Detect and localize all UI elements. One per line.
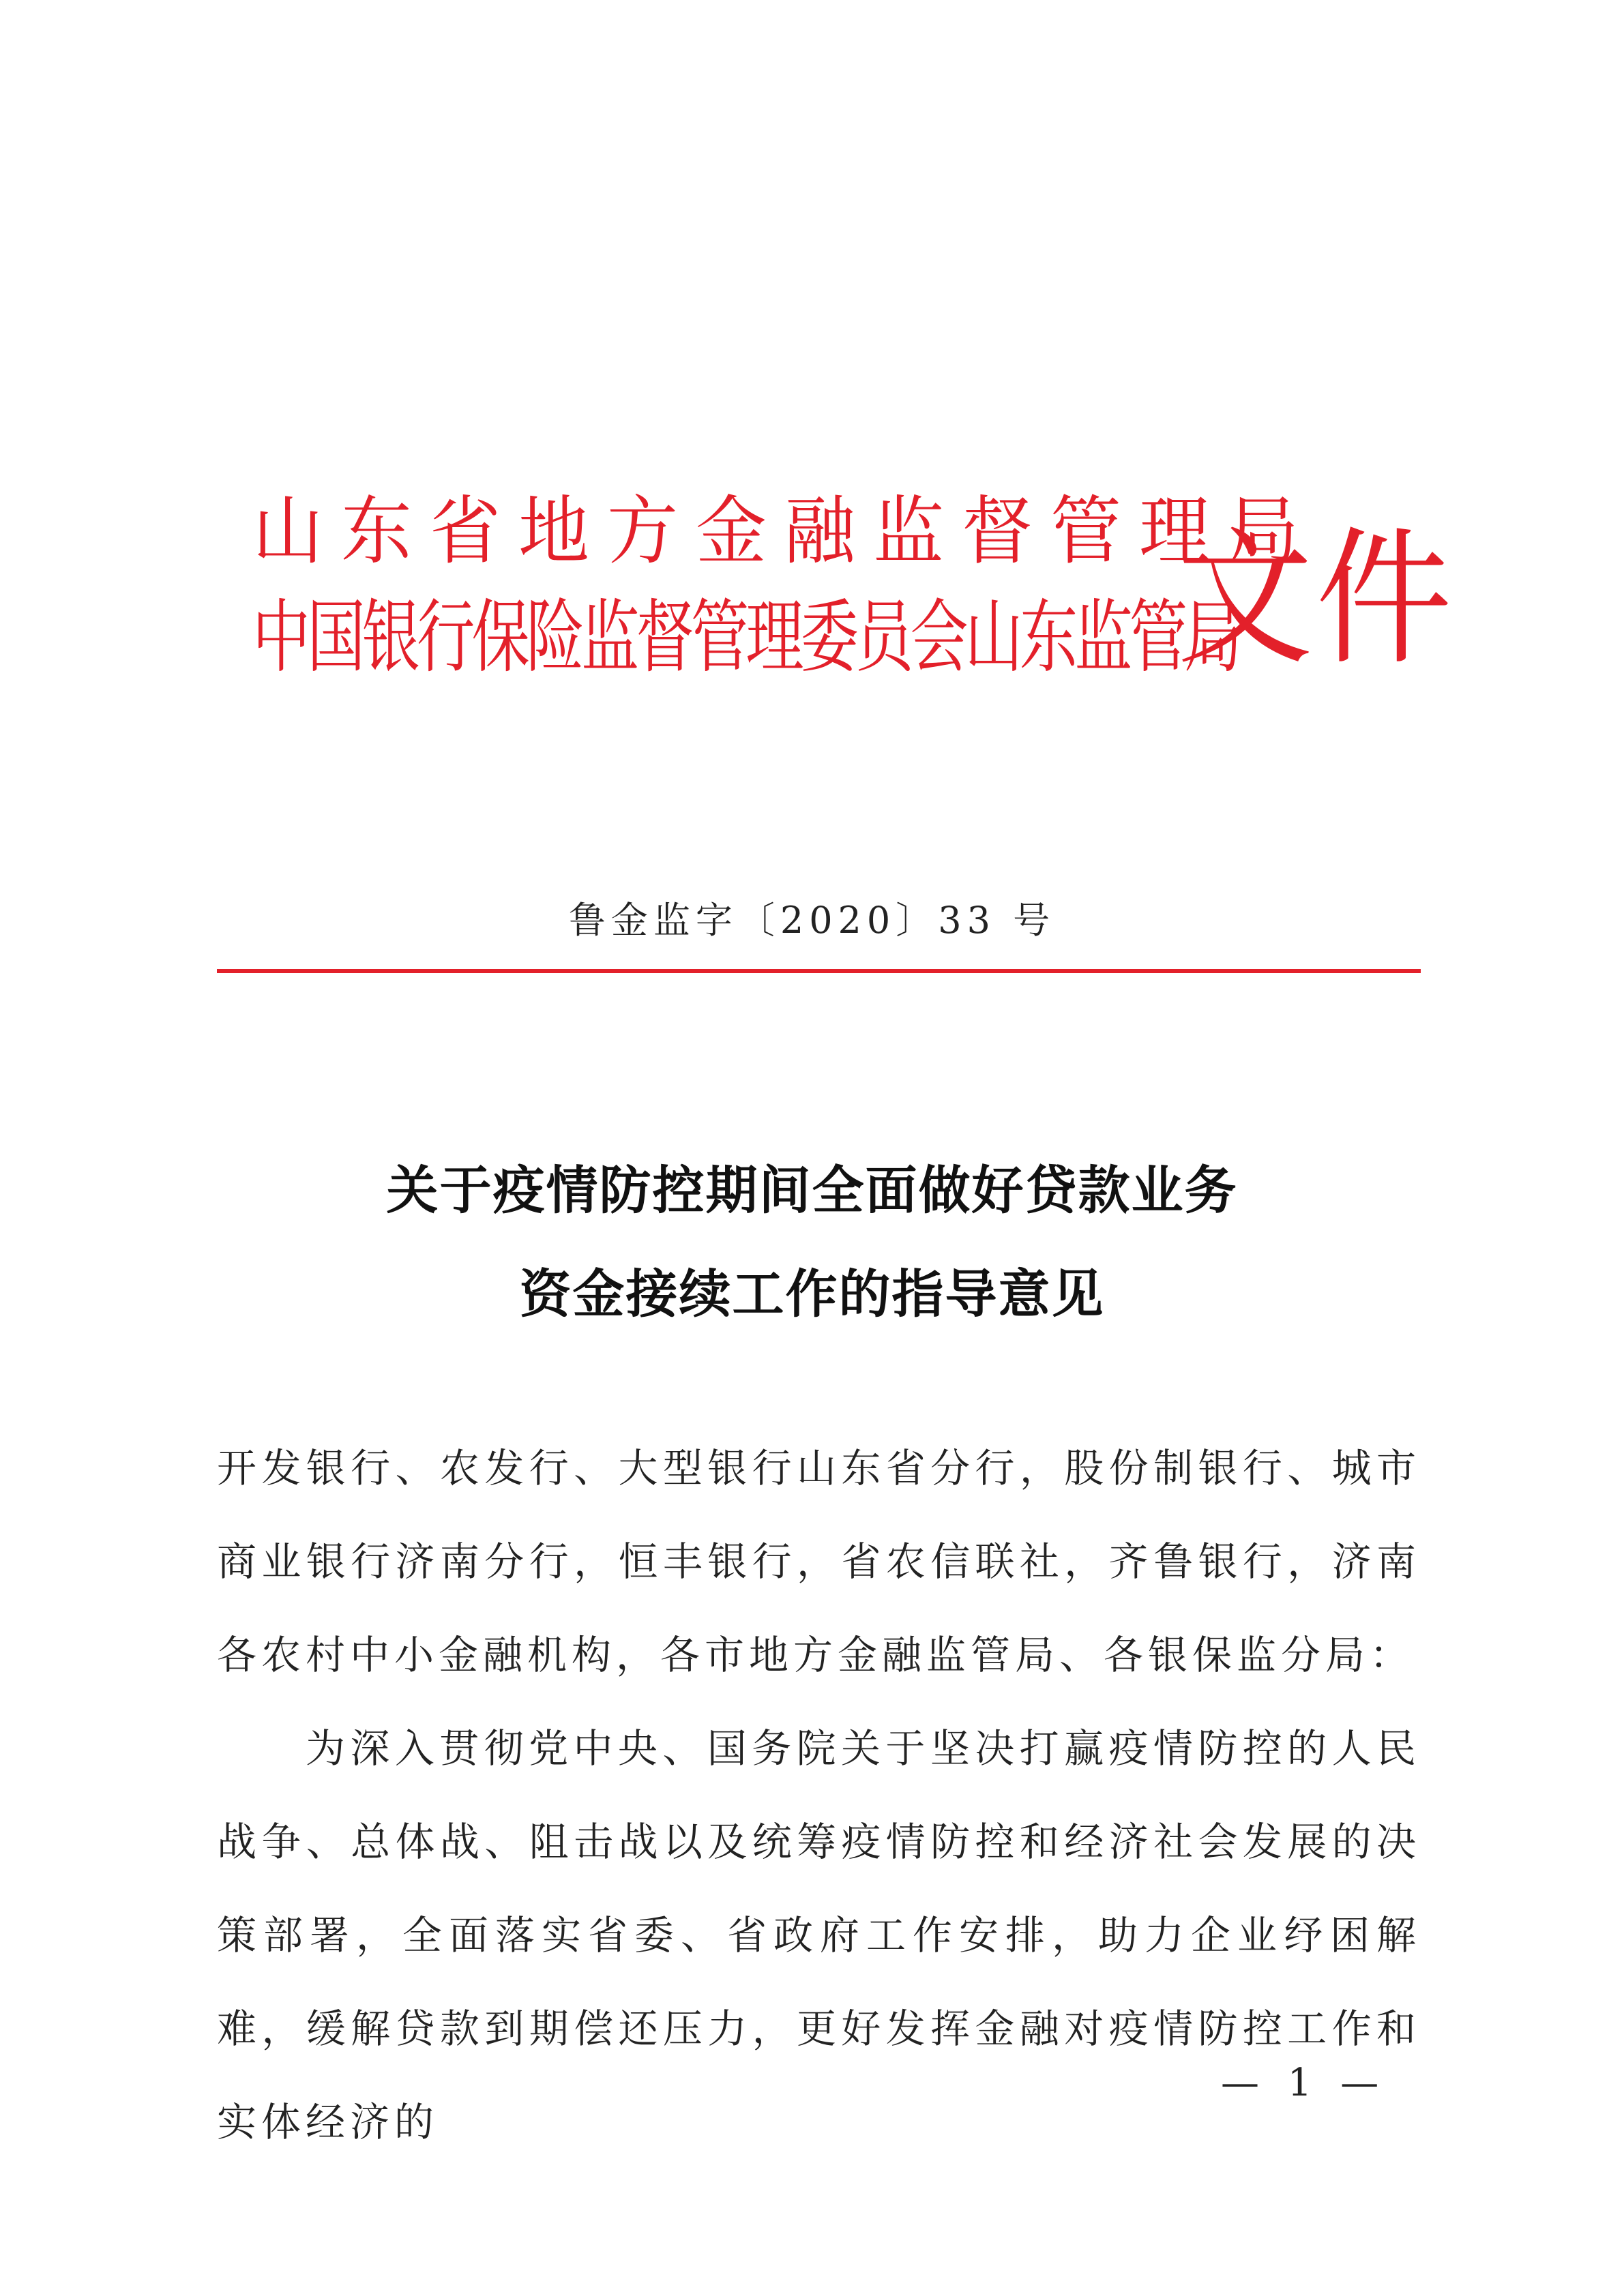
- document-number: 鲁金监字〔2020〕33 号: [568, 899, 1056, 942]
- red-divider-line: [217, 969, 1421, 973]
- page-number: — 1 —: [1221, 2061, 1387, 2105]
- document-title: [0, 1139, 1624, 1346]
- body-paragraph: 为深入贯彻党中央、国务院关于坚决打赢疫情防控的人民战争、总体战、阻击战以及统筹疫情防控和经济社会发展的决策部署，全面落实省委、省政府工作安排，助力企业纾困解难，缓解贷款到期偿还压力，更好发挥金融对疫情防控工作和实体经济的: [217, 1725, 1421, 2145]
- document-mark: 文件: [1177, 513, 1456, 685]
- title-line-2: 资金接续工作的指导意见: [519, 1264, 1105, 1324]
- recipients-paragraph: 开发银行、农发行、大型银行山东省分行，股份制银行、城市商业银行济南分行，恒丰银行，省农信联社，齐鲁银行，济南各农村中小金融机构，各市地方金融监管局、各银保监分局：: [217, 1445, 1421, 1678]
- issuer-name-cbirc-shandong: 中国银行保险监督管理委员会山东监管局: [252, 590, 1239, 684]
- title-line-1: 关于疫情防控期间全面做好贷款业务: [386, 1160, 1238, 1221]
- issuer-name-provincial-finance-bureau: 山东省地方金融监督管理局: [252, 487, 1317, 575]
- issuing-organizations: [252, 477, 1317, 684]
- document-body: [217, 1422, 1421, 2169]
